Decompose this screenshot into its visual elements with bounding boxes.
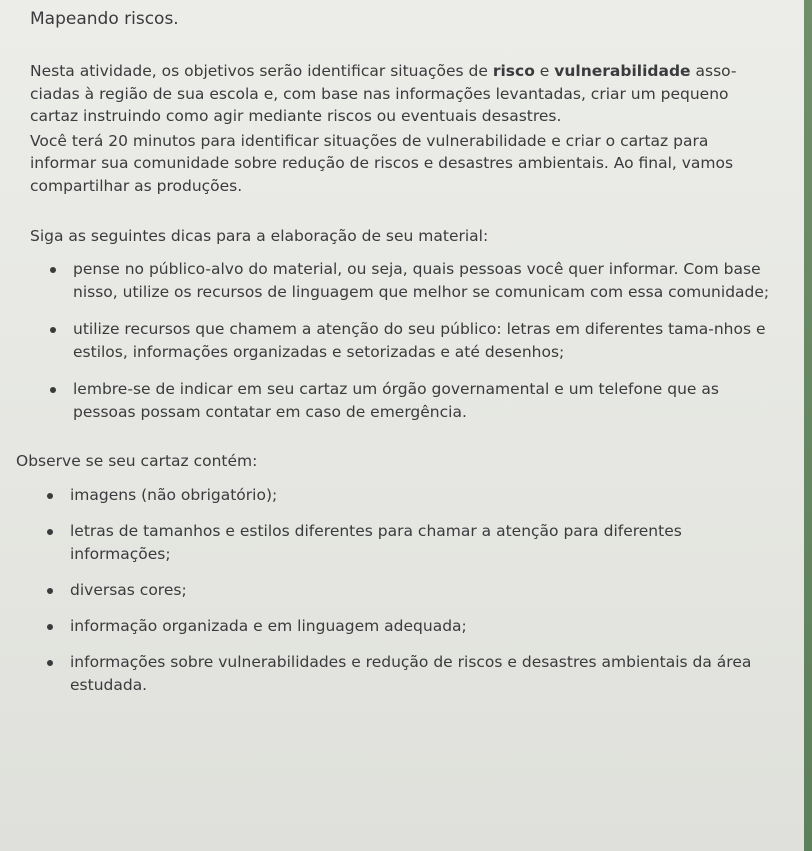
intro-paragraph-2: Você terá 20 minutos para identificar situações de vulnerabilidade e criar o cartaz para informar sua comunidade sobre redução de riscos e desastres ambientais. Ao final, vamos compartilhar as produções. <box>30 131 734 195</box>
list-item: imagens (não obrigatório); <box>70 484 770 507</box>
checklist-list <box>30 484 770 697</box>
section-title: Mapeando riscos. <box>30 9 179 29</box>
page-edge-background <box>804 0 812 851</box>
list-item: pense no público-alvo do material, ou seja, quais pessoas você quer informar. Com base nisso, utilize os recursos de linguagem que melhor se comunicam com essa comunidade; <box>73 258 770 304</box>
intro-paragraph-1 <box>30 60 770 128</box>
intro-text-b: asso-ciadas à região de sua escola e, com base nas informações levantadas, criar um pequeno cartaz instruindo como agir mediante riscos ou eventuais desastres. <box>30 62 737 125</box>
intro-text-e: e <box>534 62 555 80</box>
keyword-vulnerabilidade: vulnerabilidade <box>554 62 691 80</box>
list-item: lembre-se de indicar em seu cartaz um órgão governamental e um telefone que as pessoas possam contatar em caso de emergência. <box>73 378 770 424</box>
document-content <box>16 8 770 710</box>
list-item: informações sobre vulnerabilidades e redução de riscos e desastres ambientais da área estudada. <box>70 651 770 697</box>
list-item: letras de tamanhos e estilos diferentes para chamar a atenção para diferentes informações; <box>70 520 770 566</box>
list-item: utilize recursos que chamem a atenção do seu público: letras em diferentes tama-nhos e estilos, informações organizadas e setorizadas e até desenhos; <box>73 318 770 364</box>
intro-text-a: Nesta atividade, os objetivos serão identificar situações de <box>30 62 493 80</box>
keyword-risco: risco <box>492 62 535 80</box>
list-item: informação organizada e em linguagem adequada; <box>70 615 770 638</box>
tips-lead: Siga as seguintes dicas para a elaboração de seu material: <box>30 227 489 245</box>
checklist-lead: Observe se seu cartaz contém: <box>16 451 258 470</box>
list-item: diversas cores; <box>70 579 770 602</box>
tips-list <box>30 258 770 424</box>
